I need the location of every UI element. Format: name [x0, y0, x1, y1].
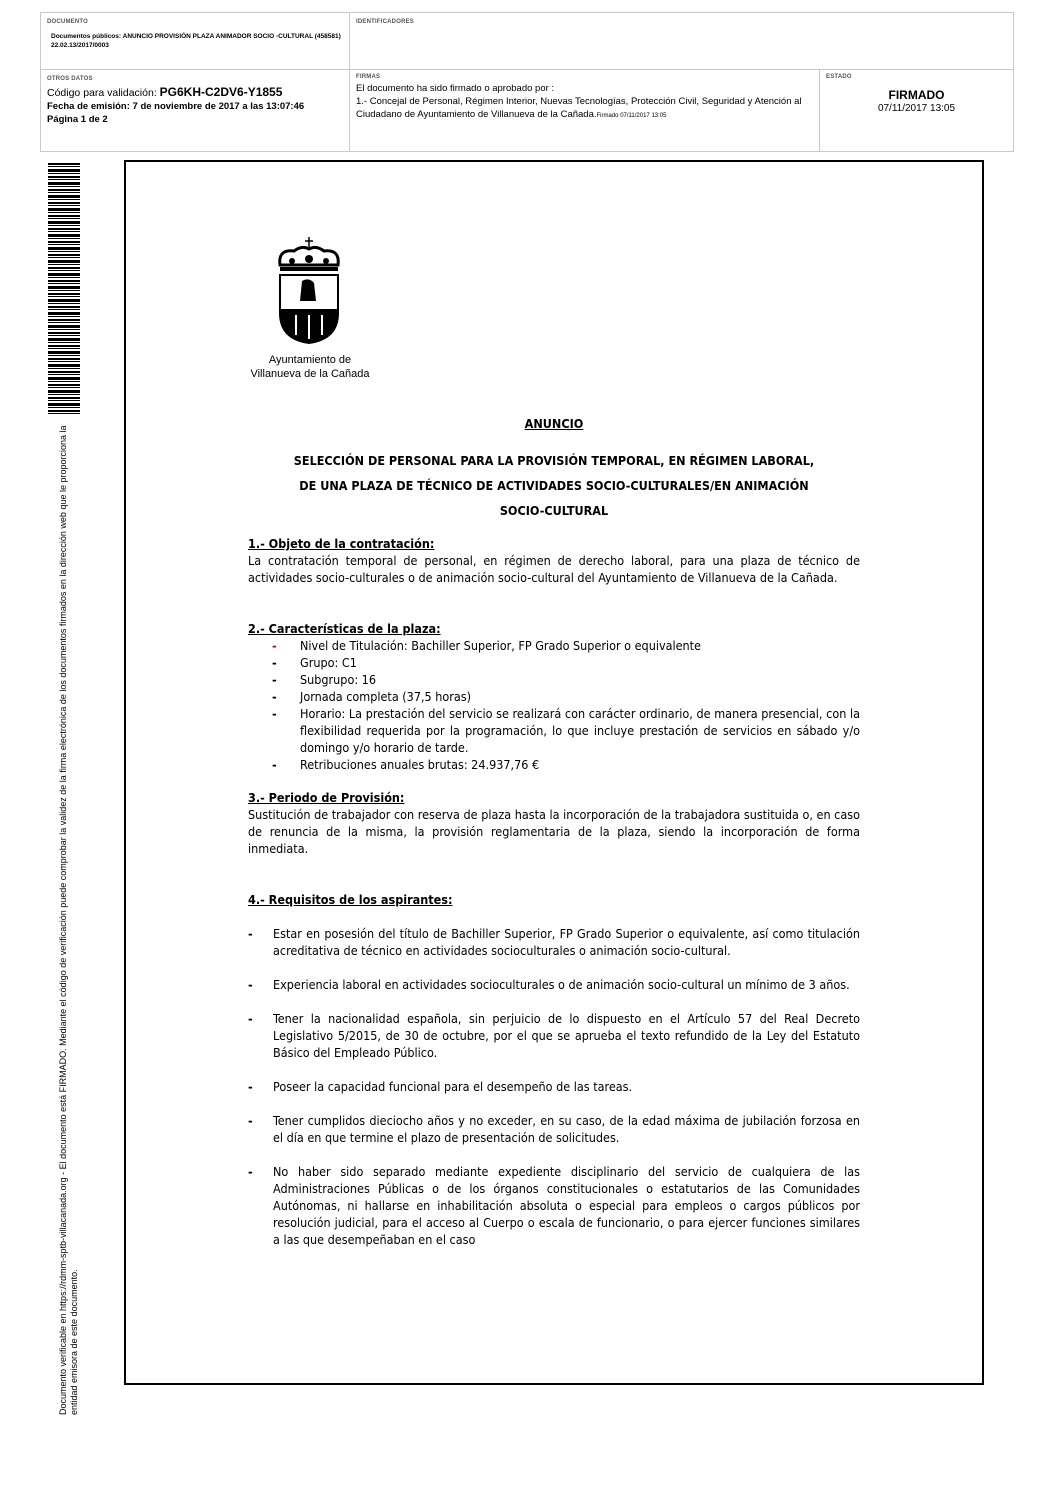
- validation-code[interactable]: PG6KH-C2DV6-Y1855: [159, 85, 283, 99]
- logo-line1: Ayuntamiento de: [268, 354, 352, 366]
- fecha-emision: Fecha de emisión: 7 de noviembre de 2017 a las 13:07:46: [47, 101, 305, 112]
- documento-label: DOCUMENTO: [47, 19, 89, 25]
- logo-caption: [240, 353, 380, 381]
- list-item: - Nivel de Titulación: Bachiller Superior, FP Grado Superior o equivalente: [248, 637, 860, 654]
- list-item: - Tener la nacionalidad española, sin perjuicio de lo dispuesto en el Artículo 57 del Real Decreto Legislativo 5/2015, de 30 de octubre, por el que se aprueba el texto refundido de la Ley del Estatuto Básico del Empleado Público.: [248, 1010, 860, 1061]
- estado-cell: [819, 70, 1013, 151]
- estado-date: 07/11/2017 13:05: [877, 103, 956, 114]
- header-row-data: [40, 70, 1014, 152]
- identificadores-label: IDENTIFICADORES: [356, 19, 415, 25]
- otros-datos-label: OTROS DATOS: [47, 76, 93, 82]
- estado-label: ESTADO: [826, 74, 852, 80]
- list-item: - Grupo: C1: [248, 654, 860, 671]
- firmas-cell: [349, 70, 819, 151]
- otros-datos-cell: [41, 70, 349, 151]
- verification-side-note: Documento verificable en https://rdmm-sptb-villacanada.org - El documento está FIRMADO. Mediante el código de verificación puede comprobar la validez de la firma electrónica de los documentos firmados en la dirección web que le proporciona la entidad emisora de este documento.: [58, 425, 79, 1415]
- codigo-label: Código para validación:: [47, 87, 157, 99]
- barcode: [48, 163, 80, 415]
- section-2-heading: 2.- Características de la plaza:: [248, 621, 441, 636]
- title-line-3: SOCIO-CULTURAL: [499, 503, 609, 518]
- anuncio-heading: ANUNCIO: [524, 416, 584, 431]
- list-item: - Subgrupo: 16: [248, 671, 860, 688]
- title-line-1: SELECCIÓN DE PERSONAL PARA LA PROVISIÓN TEMPORAL, EN RÉGIMEN LABORAL,: [293, 453, 815, 468]
- list-item: - Estar en posesión del título de Bachiller Superior, FP Grado Superior o equivalente, así como titulación acreditativa de técnico en actividades socioculturales o animación socio-cultural.: [248, 925, 860, 959]
- list-item: - Tener cumplidos dieciocho años y no exceder, en su caso, de la edad máxima de jubilación forzosa en el día en que termine el plazo de presentación de solicitudes.: [248, 1112, 860, 1146]
- section-1-text: La contratación temporal de personal, en régimen de derecho laboral, para una plaza de técnico de actividades socio-culturales o de animación socio-cultural del Ayuntamiento de Villanueva de la Cañada.: [248, 553, 860, 585]
- list-item: - Jornada completa (37,5 horas): [248, 688, 860, 705]
- coat-of-arms-logo: [272, 235, 346, 345]
- section-3-text: Sustitución de trabajador con reserva de plaza hasta la incorporación de la trabajadora sustituida o, en caso de renuncia de la misma, la provisión reglamentaria de la plaza, siendo la incorporación de forma inmediata.: [248, 807, 860, 856]
- firmas-text: [350, 80, 819, 123]
- list-item: - Horario: La prestación del servicio se realizará con carácter ordinario, de manera presencial, con la flexibilidad requerida por la programación, lo que incluye prestación de servicios en sábado y/o domingo y/o horario de tarde.: [248, 705, 860, 756]
- firmas-date: Firmado 07/11/2017 13:05: [596, 113, 667, 119]
- firmas-label: FIRMAS: [356, 74, 381, 80]
- section-1-heading: 1.- Objeto de la contratación:: [248, 536, 435, 551]
- firmas-line2: 1.- Concejal de Personal, Régimen Interior, Nuevas Tecnologías, Protección Civil, Seguridad y Atención al Ciudadano de Ayuntamiento de Villanueva de la Cañada.: [356, 96, 802, 120]
- firmas-line1: El documento ha sido firmado o aprobado por :: [356, 83, 555, 94]
- document-body: [248, 415, 860, 1265]
- validation-code-line: [41, 86, 349, 100]
- list-item: - Experiencia laboral en actividades socioculturales o de animación socio-cultural un mínimo de 3 años.: [248, 976, 860, 993]
- page-number: Página 1 de 2: [47, 114, 108, 125]
- list-item: - No haber sido separado mediante expediente disciplinario del servicio de cualquiera de las Administraciones Públicas o de los órganos constitucionales o estatutarios de las Comunidades Autónomas, ni hallarse en inhabilitación absoluta o especial para empleos o cargos públicos por resolución judicial, para el acceso al Cuerpo o escala de funcionario, o para ejercer funciones similares a las que desempeñaban en el caso: [248, 1163, 860, 1248]
- title-line-2: DE UNA PLAZA DE TÉCNICO DE ACTIVIDADES SOCIO-CULTURALES/EN ANIMACIÓN: [299, 478, 809, 493]
- documento-cell: [41, 13, 349, 69]
- list-item: - Retribuciones anuales brutas: 24.937,76 €: [248, 756, 860, 773]
- section-4-list: [248, 925, 860, 1248]
- identificadores-cell: [349, 13, 1013, 69]
- estado-value: FIRMADO: [888, 88, 945, 102]
- section-4-heading: 4.- Requisitos de los aspirantes:: [248, 892, 453, 907]
- documento-value: Documentos públicos: ANUNCIO PROVISIÓN PLAZA ANIMADOR SOCIO -CULTURAL (458581) 22.02.13/2017/0003: [51, 33, 341, 49]
- header-row-document: [40, 12, 1014, 70]
- section-2-list: [248, 637, 860, 773]
- list-item: - Poseer la capacidad funcional para el desempeño de las tareas.: [248, 1078, 860, 1095]
- section-3-heading: 3.- Periodo de Provisión:: [248, 790, 405, 805]
- logo-line2: Villanueva de la Cañada: [250, 368, 370, 380]
